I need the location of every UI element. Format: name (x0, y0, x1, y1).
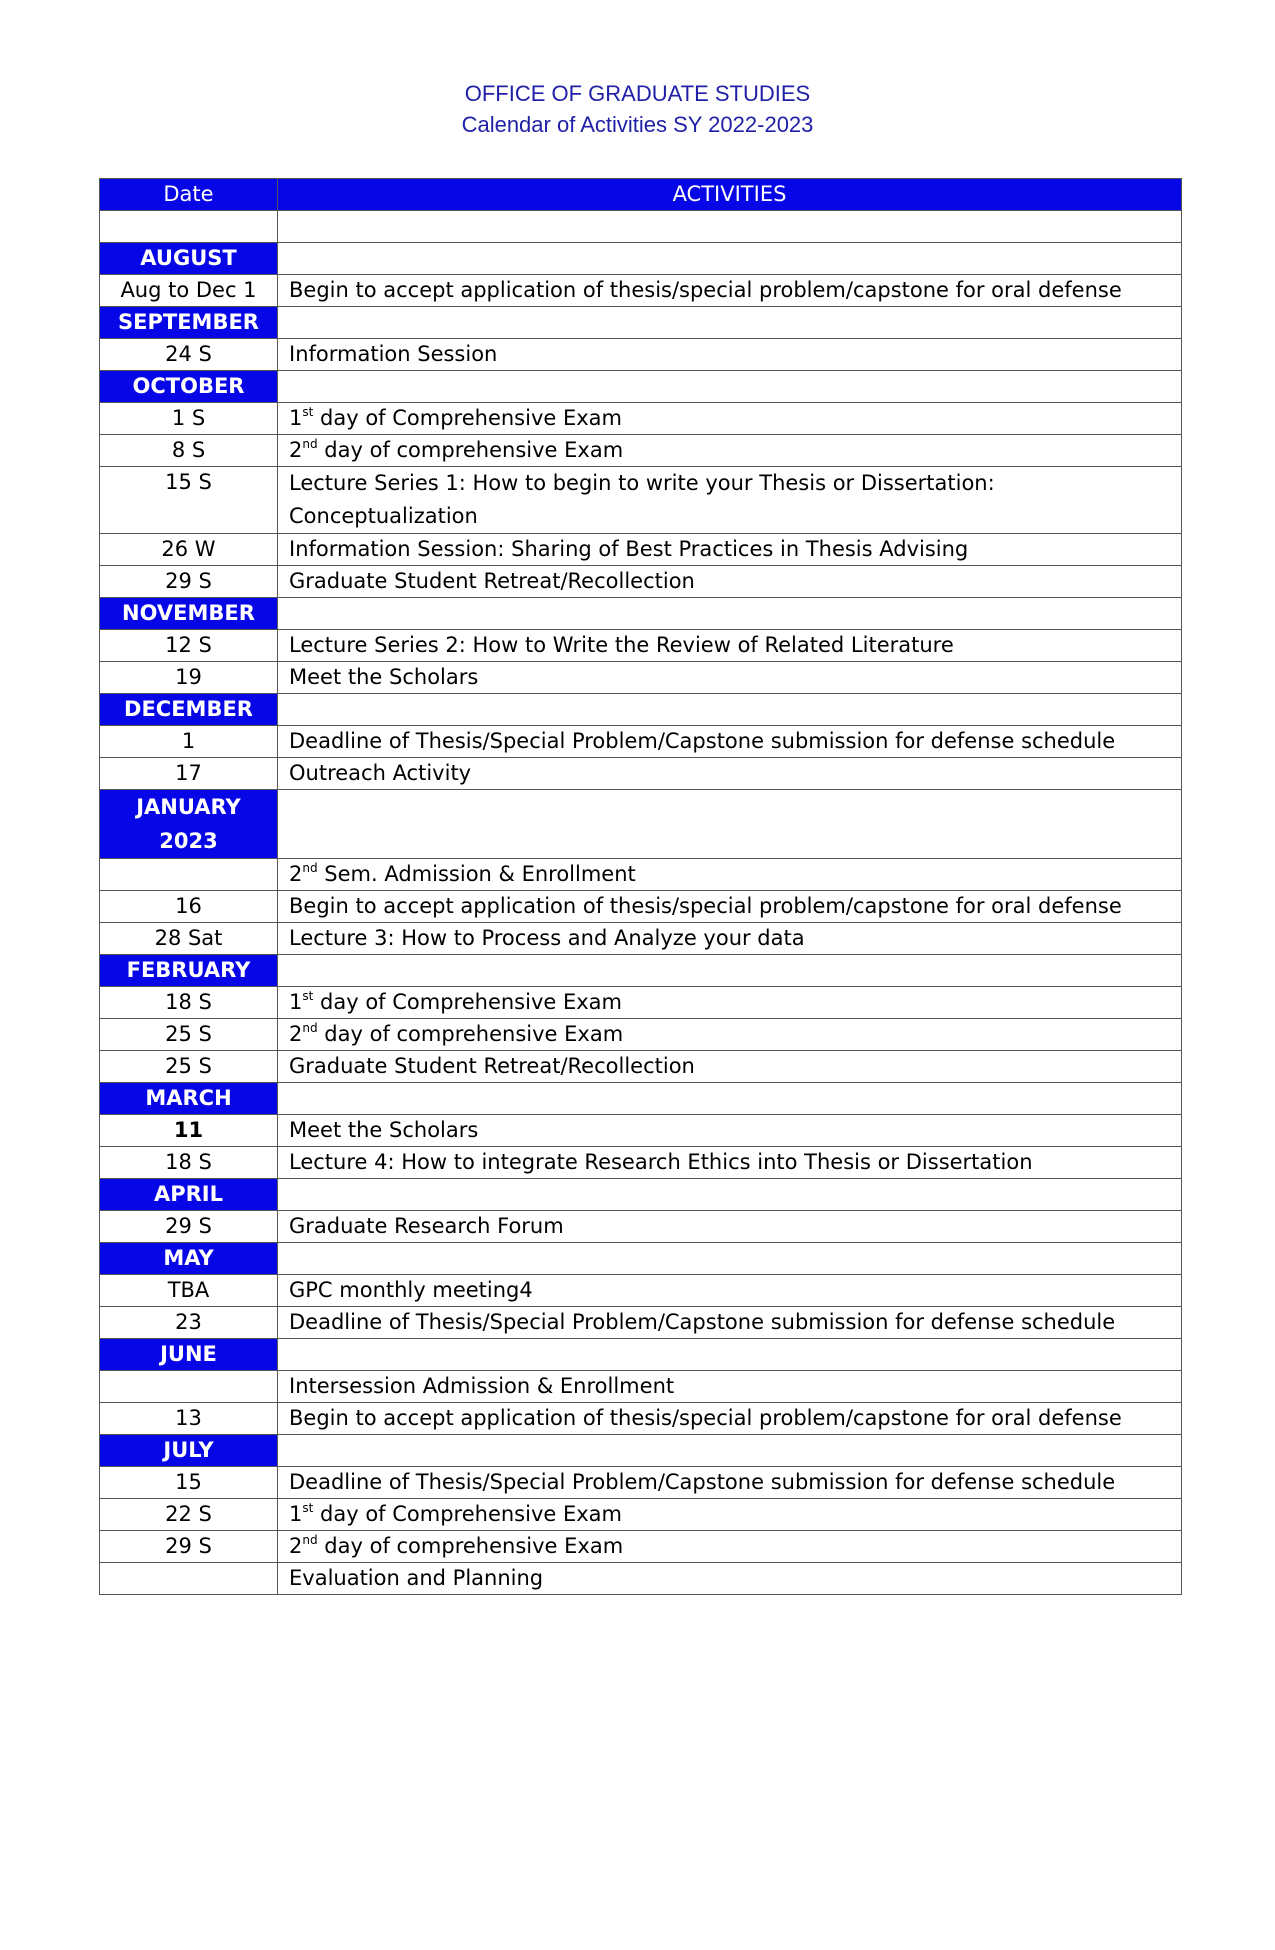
month-label: MARCH (100, 1083, 278, 1115)
ordinal-suffix: nd (302, 861, 318, 875)
date-cell: 29 S (100, 566, 278, 598)
date-cell: 29 S (100, 1531, 278, 1563)
table-row (100, 1019, 1182, 1051)
activity-text: day of comprehensive Exam (324, 438, 624, 462)
activity-cell: Meet the Scholars (278, 1115, 1182, 1147)
activity-cell: Information Session (278, 339, 1182, 371)
date-cell: 12 S (100, 630, 278, 662)
date-cell: 1 S (100, 403, 278, 435)
table-row (100, 1211, 1182, 1243)
table-row (100, 923, 1182, 955)
date-cell: 25 S (100, 1051, 278, 1083)
activity-text: Sem. Admission & Enrollment (324, 862, 636, 886)
activity-cell: Meet the Scholars (278, 662, 1182, 694)
calendar-title: Calendar of Activities SY 2022-2023 (461, 112, 814, 137)
date-cell: 16 (100, 891, 278, 923)
activity-text: day of comprehensive Exam (324, 1022, 624, 1046)
table-row (100, 891, 1182, 923)
activity-cell: Graduate Student Retreat/Recollection (278, 1051, 1182, 1083)
activity-cell: Graduate Research Forum (278, 1211, 1182, 1243)
date-cell: 18 S (100, 987, 278, 1019)
activity-cell: Graduate Student Retreat/Recollection (278, 566, 1182, 598)
table-row (100, 435, 1182, 467)
month-label: JULY (100, 1435, 278, 1467)
activity-cell (278, 790, 1182, 859)
activity-cell (278, 1083, 1182, 1115)
table-row (100, 1467, 1182, 1499)
date-cell: 8 S (100, 435, 278, 467)
table-row (100, 987, 1182, 1019)
activity-cell (278, 1435, 1182, 1467)
table-row (100, 1147, 1182, 1179)
activity-text: day of Comprehensive Exam (320, 406, 622, 430)
month-label: FEBRUARY (100, 955, 278, 987)
date-cell: 26 W (100, 534, 278, 566)
table-row (100, 1499, 1182, 1531)
activity-cell: Lecture 3: How to Process and Analyze your data (278, 923, 1182, 955)
activity-cell: Begin to accept application of thesis/special problem/capstone for oral defense (278, 891, 1182, 923)
table-row (100, 275, 1182, 307)
table-row (100, 339, 1182, 371)
activity-cell: Begin to accept application of thesis/special problem/capstone for oral defense (278, 275, 1182, 307)
date-cell: TBA (100, 1275, 278, 1307)
table-row (100, 1051, 1182, 1083)
activity-cell: Lecture Series 1: How to begin to write your Thesis or Dissertation: Conceptualization (278, 467, 1182, 534)
activity-cell (278, 243, 1182, 275)
activity-cell: 2nd day of comprehensive Exam (278, 1531, 1182, 1563)
table-header-row (100, 179, 1182, 211)
table-row (100, 1371, 1182, 1403)
date-cell: 28 Sat (100, 923, 278, 955)
month-row-march (100, 1083, 1182, 1115)
date-cell (100, 859, 278, 891)
month-label: AUGUST (100, 243, 278, 275)
activity-cell (278, 598, 1182, 630)
date-cell: 15 S (100, 467, 278, 534)
activity-cell (278, 1243, 1182, 1275)
activity-cell: GPC monthly meeting4 (278, 1275, 1182, 1307)
month-label: NOVEMBER (100, 598, 278, 630)
date-cell: 1 (100, 726, 278, 758)
ordinal-suffix: st (302, 405, 314, 419)
table-row (100, 758, 1182, 790)
blank-row (100, 211, 1182, 243)
date-cell: 11 (100, 1115, 278, 1147)
table-row (100, 566, 1182, 598)
date-cell (100, 211, 278, 243)
table-row (100, 1275, 1182, 1307)
date-cell: 22 S (100, 1499, 278, 1531)
table-row (100, 859, 1182, 891)
activities-column-header: ACTIVITIES (278, 179, 1182, 211)
table-row (100, 1531, 1182, 1563)
date-cell: 13 (100, 1403, 278, 1435)
ordinal-suffix: st (302, 989, 314, 1003)
activity-cell (278, 694, 1182, 726)
activity-cell: Lecture Series 2: How to Write the Review of Related Literature (278, 630, 1182, 662)
date-cell: 18 S (100, 1147, 278, 1179)
table-row (100, 1115, 1182, 1147)
table-row (100, 662, 1182, 694)
activity-cell (278, 211, 1182, 243)
activity-cell: Deadline of Thesis/Special Problem/Capstone submission for defense schedule (278, 1307, 1182, 1339)
office-title: OFFICE OF GRADUATE STUDIES (464, 81, 811, 106)
activity-text: day of comprehensive Exam (324, 1534, 624, 1558)
activity-cell: Deadline of Thesis/Special Problem/Capstone submission for defense schedule (278, 726, 1182, 758)
activity-cell: Outreach Activity (278, 758, 1182, 790)
ordinal-suffix: nd (302, 1533, 318, 1547)
activity-cell (278, 955, 1182, 987)
activity-cell: 1st day of Comprehensive Exam (278, 403, 1182, 435)
table-row (100, 1563, 1182, 1595)
month-label: JUNE (100, 1339, 278, 1371)
month-row-february (100, 955, 1182, 987)
table-row (100, 630, 1182, 662)
activity-cell: Deadline of Thesis/Special Problem/Capstone submission for defense schedule (278, 1467, 1182, 1499)
ordinal-suffix: st (302, 1501, 314, 1515)
activity-cell (278, 371, 1182, 403)
date-cell: 24 S (100, 339, 278, 371)
month-label: SEPTEMBER (100, 307, 278, 339)
table-row (100, 1307, 1182, 1339)
date-cell: 17 (100, 758, 278, 790)
activity-cell (278, 307, 1182, 339)
activity-cell: Information Session: Sharing of Best Practices in Thesis Advising (278, 534, 1182, 566)
activity-cell: Lecture 4: How to integrate Research Ethics into Thesis or Dissertation (278, 1147, 1182, 1179)
date-column-header: Date (100, 179, 278, 211)
page-title (0, 78, 1275, 140)
month-label: DECEMBER (100, 694, 278, 726)
table-row (100, 467, 1182, 534)
date-cell: Aug to Dec 1 (100, 275, 278, 307)
activity-cell: 2nd Sem. Admission & Enrollment (278, 859, 1182, 891)
activity-cell: 1st day of Comprehensive Exam (278, 987, 1182, 1019)
table-row (100, 726, 1182, 758)
activity-cell: Begin to accept application of thesis/special problem/capstone for oral defense (278, 1403, 1182, 1435)
activity-cell (278, 1179, 1182, 1211)
date-cell: 29 S (100, 1211, 278, 1243)
date-cell: 25 S (100, 1019, 278, 1051)
month-row-april (100, 1179, 1182, 1211)
month-label: APRIL (100, 1179, 278, 1211)
date-cell: 23 (100, 1307, 278, 1339)
activity-cell: 1st day of Comprehensive Exam (278, 1499, 1182, 1531)
date-cell (100, 1371, 278, 1403)
ordinal-suffix: nd (302, 437, 318, 451)
month-row-july (100, 1435, 1182, 1467)
month-row-august (100, 243, 1182, 275)
activity-text: day of Comprehensive Exam (320, 1502, 622, 1526)
activities-table (99, 178, 1182, 1595)
ordinal-suffix: nd (302, 1021, 318, 1035)
month-row-june (100, 1339, 1182, 1371)
date-cell: 15 (100, 1467, 278, 1499)
month-row-may (100, 1243, 1182, 1275)
date-cell: 19 (100, 662, 278, 694)
activity-cell: Intersession Admission & Enrollment (278, 1371, 1182, 1403)
month-row-october (100, 371, 1182, 403)
month-row-september (100, 307, 1182, 339)
table-row (100, 534, 1182, 566)
table-row (100, 1403, 1182, 1435)
month-label: OCTOBER (100, 371, 278, 403)
activity-cell: Evaluation and Planning (278, 1563, 1182, 1595)
activity-cell: 2nd day of comprehensive Exam (278, 435, 1182, 467)
activity-text: day of Comprehensive Exam (320, 990, 622, 1014)
activity-cell: 2nd day of comprehensive Exam (278, 1019, 1182, 1051)
activity-cell (278, 1339, 1182, 1371)
month-label: JANUARY 2023 (100, 790, 278, 859)
month-row-january (100, 790, 1182, 859)
month-row-december (100, 694, 1182, 726)
table-row (100, 403, 1182, 435)
month-row-november (100, 598, 1182, 630)
date-cell (100, 1563, 278, 1595)
month-label: MAY (100, 1243, 278, 1275)
